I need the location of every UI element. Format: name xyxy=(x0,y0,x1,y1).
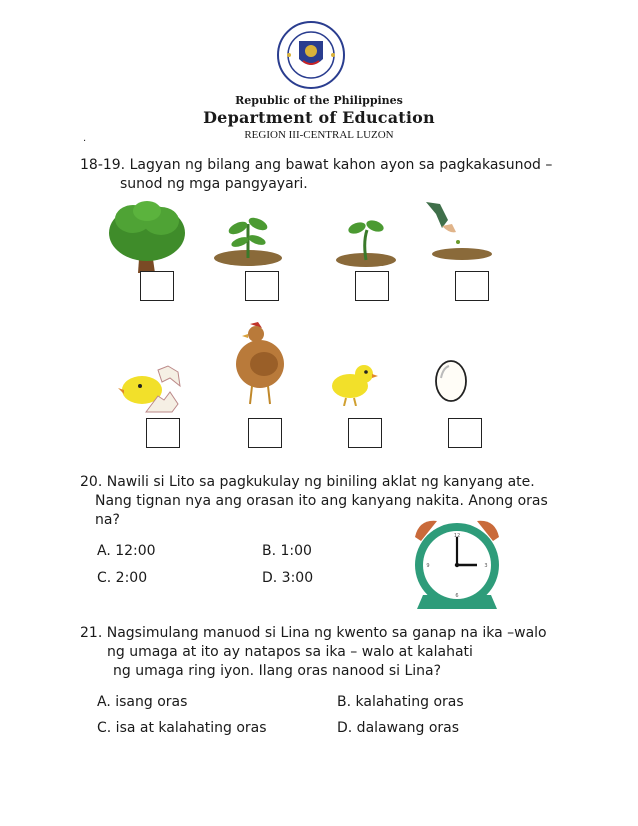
q20-line3: na? xyxy=(95,512,120,528)
egg-icon xyxy=(433,356,469,404)
alarm-clock-icon xyxy=(407,515,507,613)
answer-box-6[interactable] xyxy=(248,418,282,448)
q20-option-d[interactable]: D. 3:00 xyxy=(262,570,314,586)
q18-line2: sunod ng mga pangyayari. xyxy=(120,176,308,192)
svg-text:6: 6 xyxy=(455,593,459,599)
q21-option-b[interactable]: B. kalahating oras xyxy=(337,694,464,710)
q21-option-c[interactable]: C. isa at kalahating oras xyxy=(97,720,267,736)
chick-icon xyxy=(328,362,378,406)
q20-line2: Nang tignan nya ang orasan ito ang kanyang nakita. Anong oras xyxy=(95,493,548,509)
q21-option-d[interactable]: D. dalawang oras xyxy=(337,720,460,736)
planting-seed-icon xyxy=(422,200,494,264)
department-title: Department of Education xyxy=(203,108,435,127)
q21-option-a[interactable]: A. isang oras xyxy=(97,694,188,710)
answer-box-7[interactable] xyxy=(348,418,382,448)
deped-seal xyxy=(277,21,345,89)
answer-box-4[interactable] xyxy=(455,271,489,301)
q20-option-a[interactable]: A. 12:00 xyxy=(97,543,156,559)
q21-line1: 21. Nagsimulang manuod si Lina ng kwento sa ganap na ika –walo xyxy=(80,625,547,641)
answer-box-8[interactable] xyxy=(448,418,482,448)
hen-icon xyxy=(228,320,288,408)
region-label: REGION III-CENTRAL LUZON xyxy=(244,129,394,141)
republic-label: Republic of the Philippines xyxy=(235,94,403,107)
answer-box-1[interactable] xyxy=(140,271,174,301)
tree-icon xyxy=(105,197,189,275)
young-plant-icon xyxy=(212,210,284,272)
answer-box-2[interactable] xyxy=(245,271,279,301)
q20-option-b[interactable]: B. 1:00 xyxy=(262,543,312,559)
hatching-chick-icon xyxy=(118,364,184,414)
svg-text:12: 12 xyxy=(453,533,461,539)
q18-line1: 18-19. Lagyan ng bilang ang bawat kahon ayon sa pagkakasunod – xyxy=(80,157,553,173)
q21-line3: ng umaga ring iyon. Ilang oras nanood si Lina? xyxy=(113,663,442,679)
sprout-icon xyxy=(335,212,397,272)
svg-text:9: 9 xyxy=(426,563,430,569)
q20-option-c[interactable]: C. 2:00 xyxy=(97,570,148,586)
q20-line1: 20. Nawili si Lito sa pagkukulay ng biniling aklat ng kanyang ate. xyxy=(80,474,535,490)
stray-dot: . xyxy=(83,133,87,144)
answer-box-3[interactable] xyxy=(355,271,389,301)
q21-line2: ng umaga at ito ay natapos sa ika – walo at kalahati xyxy=(107,644,473,660)
svg-text:3: 3 xyxy=(484,563,488,569)
answer-box-5[interactable] xyxy=(146,418,180,448)
